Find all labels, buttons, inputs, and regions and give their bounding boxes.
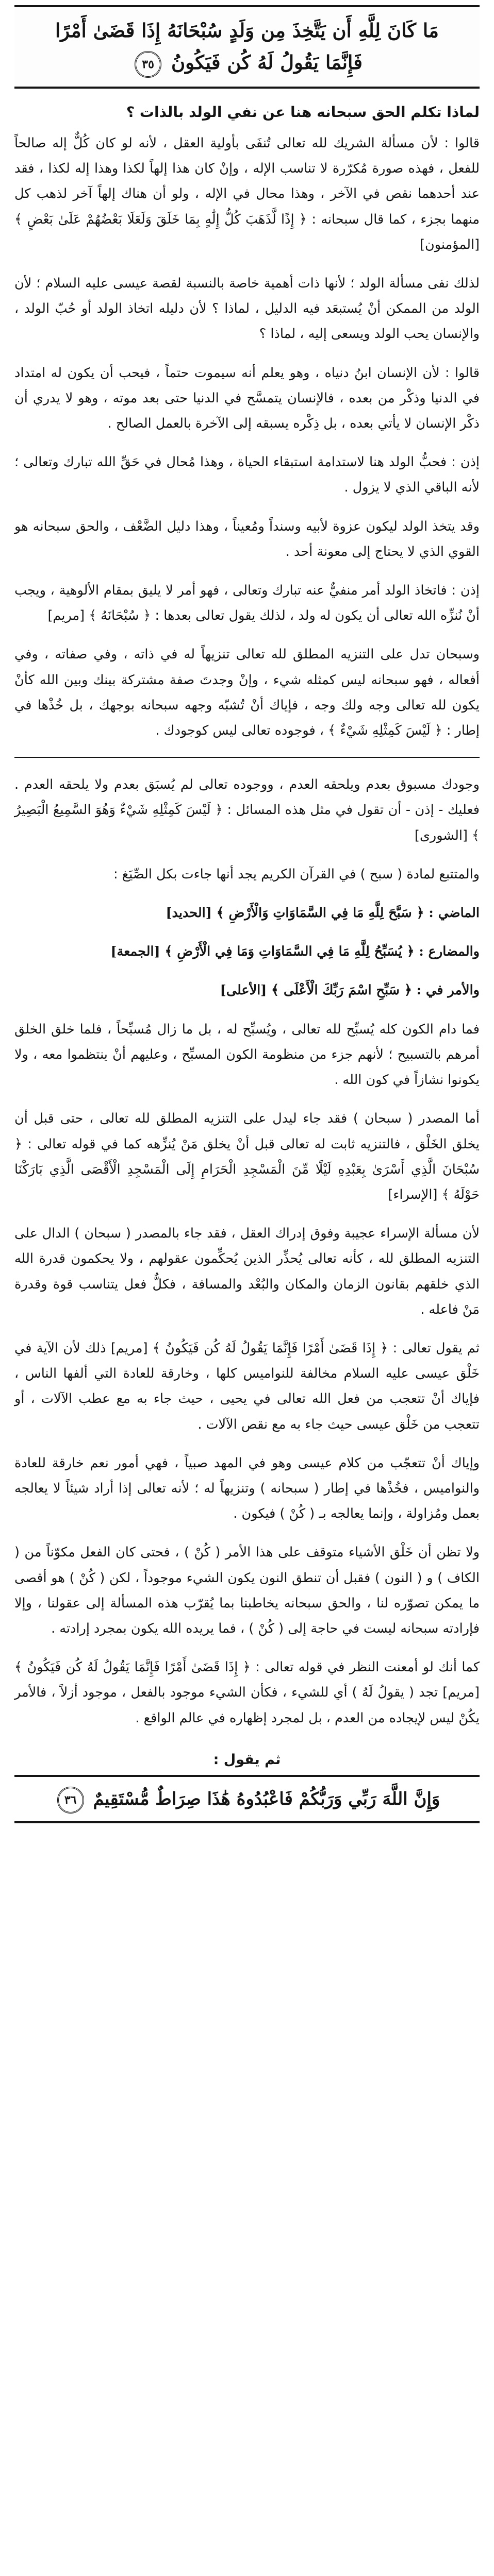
- quran-quote: والأمر في : ﴿ سَبِّحِ اسْمَ رَبِّكَ الْأَعْلَى ﴾ [الأعلى]: [220, 982, 480, 998]
- paragraph: ثم يقول تعالى : ﴿ إِذَا قَضَىٰ أَمْرًا فَإِنَّمَا يَقُولُ لَهُ كُن فَيَكُونُ ﴾ [مريم] ذلك لأن الآية في خَلْق عيسى عليه السلام مخالفة للنواميس كلها ، وخارقة للعادة التي ألفها الناس ، فإياك أنْ تتعجب من فعل الله تعالى في يحيى ، حيث جاء به مع عطب الآلات ، أو تتعجب من خَلْق عيسى حيث جاء به مع نقص الآلات .: [14, 1340, 480, 1432]
- document-page: [14, 0, 480, 2576]
- paragraph: والمتتبع لمادة ( سبح ) في القرآن الكريم يجد أنها جاءت بكل الصِّيَغ :: [113, 866, 480, 882]
- paragraph: فما دام الكون كله يُسبِّح لله تعالى ، ويُسبِّح له ، بل ما زال مُسبِّحاً ، فلما خلق الخلق أمرهم بالتسبيح ؛ لأنهم جزء من منظومة الكون المسبِّح ، وعليهم أنْ ينتظموا معه ، ولا يكونوا نشازاً في كون الله .: [14, 1021, 480, 1088]
- quran-quote: والمضارع : ﴿ يُسَبِّحُ لِلَّهِ مَا فِي السَّمَاوَاتِ وَمَا فِي الْأَرْضِ ﴾ [الجمعة]: [110, 944, 480, 960]
- ayah-number-mark: ٣٥: [135, 51, 161, 78]
- commentary-body: [14, 131, 480, 1731]
- quran-quote: الماضي : ﴿ سَبَّحَ لِلَّهِ مَا فِي السَّمَاوَاتِ وَالْأَرْضِ ﴾ [الحديد]: [166, 905, 480, 921]
- paragraph: لأن مسألة الإسراء عجيبة وفوق إدراك العقل ، فقد جاء بالمصدر ( سبحان ) الدال على التنزيه المطلق لله ، كأنه تعالى يُحذِّر الذين يُحكِّمون عقولهم ، ولا يحكمون قدرة الله الذي خلقهم بقانون الزمان والمكان والبُعْد والمسافة ، فكلٌّ فعل يتناسب قوة وقدرة مَنْ فاعله .: [14, 1226, 480, 1317]
- ayah-number-mark: ٣٦: [57, 1787, 84, 1814]
- opening-question: لماذا تكلم الحق سبحانه هنا عن نفي الولد بالذات ؟: [126, 104, 480, 121]
- paragraph: لذلك نفى مسألة الولد ؛ لأنها ذات أهمية خاصة بالنسبة لقصة عيسى عليه السلام ؛ لأن الولد من الممكن أنْ يُستبعَد فيه الدليل ، لماذا ؟ لأن دليله اتخاذ الولد أو حُبّ الولد ، والإنسان يحب الولد ويسعى إليه ، لماذا ؟: [14, 276, 480, 342]
- paragraph: إذن : فاتخاذ الولد أمر منفيٌّ عنه تبارك وتعالى ، فهو أمر لا يليق بمقام الألوهية ، ويجب أنْ نُنزِّه الله تعالى أن يكون له ولد ، لذلك يقول تعالى بعدها : ﴿ سُبْحَانَهُ ﴾ [مريم]: [14, 583, 480, 624]
- paragraph: ولا تظن أن خَلْق الأشياء متوقف على هذا الأمر ( كُنْ ) ، فحتى كان الفعل مكوّناً من ( الكاف ) و ( النون ) فقبل أن تنطق النون يكون الشيء موجوداً ، لكن ( كُنْ ) هو أقصى ما يمكن تصوّره لنا ، والحق سبحانه يخاطبنا بما يُقرّب هذه المسألة إلى عقولنا ، وإلا فإرادته سبحانه ليست في حاجة إلى ( كُنْ ) ، فما يريده الله يكون بمجرد إرادته .: [14, 1545, 480, 1636]
- closing-line: ثم يقول :: [213, 1751, 281, 1768]
- paragraph: كما أنك لو أمعنت النظر في قوله تعالى : ﴿ إِذَا قَضَىٰ أَمْرًا فَإِنَّمَا يَقُولُ لَهُ كُن فَيَكُونُ ﴾ [مريم] تجد ( يقولُ لَهُ ) أي للشيء ، فكأن الشيء موجود بالفعل ، موجود أزلاً ، فالأمر يكُنْ ليس لإيجاده من العدم ، بل لمجرد إظهاره في عالم الواقع .: [14, 1659, 480, 1726]
- paragraph: إذن : فحبُّ الولد هنا لاستدامة استبقاء الحياة ، وهذا مُحال في حَقِّ الله تبارك وتعالى ؛ لأنه الباقي الذي لا يزول .: [14, 454, 480, 496]
- verse-line-2-text: فَإِنَّمَا يَقُولُ لَهُ كُن فَيَكُونُ: [171, 51, 363, 74]
- paragraph: وإياك أنْ تتعجّب من كلام عيسى وهو في المهد صبياً ، فهي أمور نعم خارقة للعادة والنواميس ، فخُذْها في إطار ( سبحانه ) وتنزيهاً له ؛ لأنه تعالى إذا أراد شيئاً لا يعالجه بعمل ومُزاولة ، وإنما يعالجه بـ ( كُنْ ) فيكون .: [14, 1455, 480, 1522]
- footer-verse-line: [20, 1784, 474, 1814]
- section-divider: [14, 757, 480, 758]
- paragraph: وجودك مسبوق بعدم ويلحقه العدم ، ووجوده تعالى لم يُسبَق بعدم ولا يلحقه العدم . فعليك - إذن - أن تقول في مثل هذه المسائل : ﴿ لَيْسَ كَمِثْلِهِ شَيْءٌ وَهُوَ السَّمِيعُ الْبَصِيرُ ﴾ [الشورى]: [14, 777, 480, 843]
- paragraph: أما المصدر ( سبحان ) فقد جاء ليدل على التنزيه المطلق لله تعالى ، حتى قبل أن يخلق الخَلْق ، فالتنزيه ثابت له تعالى قبل أنْ يخلق مَنْ يُنزِّهه كما في قوله تعالى : ﴿ سُبْحَانَ الَّذِي أَسْرَىٰ بِعَبْدِهِ لَيْلًا مِّنَ الْمَسْجِدِ الْحَرَامِ إِلَى الْمَسْجِدِ الْأَقْصَى الَّذِي بَارَكْنَا حَوْلَهُ ﴾ [الإسراء]: [14, 1111, 480, 1202]
- verse-banner: [14, 5, 480, 89]
- footer-verse-text: وَإِنَّ اللَّهَ رَبِّي وَرَبُّكُمْ فَاعْبُدُوهُ هَٰذَا صِرَاطٌ مُّسْتَقِيمٌ: [93, 1788, 440, 1809]
- verse-line-1: مَا كَانَ لِلَّهِ أَن يَتَّخِذَ مِن وَلَدٍ سُبْحَانَهُ إِذَا قَضَىٰ أَمْرًا: [55, 19, 439, 42]
- paragraph: قالوا : لأن مسألة الشريك لله تعالى تُنفَى بأولية العقل ، لأنه لو كان كُلٌّ إله صالحاً للفعل ، فهذه صورة مُكرّرة لا تناسب الإله ، وإنْ كان هذا إلهاً لكذا وهذا إله لكذا ، فقد عند أحدهما نقص في الآخر ، وهذا محال في الإله ، ولو أن هناك إلهاً آخر لذهب كل منهما بجزء ، كما قال سبحانه : ﴿ إِذًا لَّذَهَبَ كُلُّ إِلَٰهٍ بِمَا خَلَقَ وَلَعَلَا بَعْضُهُمْ عَلَىٰ بَعْضٍ ﴾ [المؤمنون]: [14, 135, 480, 252]
- paragraph: قالوا : لأن الإنسان ابنُ دنياه ، وهو يعلم أنه سيموت حتماً ، فيحب أن يكون له امتداد في الدنيا وذكْر من بعده ، فالإنسان يتمسَّح في الدنيا حتى بعد موته ، وهو لا يدري أن ذكْر الإنسان لا يأتي بعده ، بل ذِكْره يسبقه إلى الآخرة بالعمل الصالح .: [14, 365, 480, 432]
- paragraph: وقد يتخذ الولد ليكون عزوة لأبيه وسنداً ومُعيناً ، وهذا دليل الضَّعْف ، والحق سبحانه هو القوي الذي لا يحتاج إلى معونة أحد .: [14, 518, 480, 560]
- verse-line-2: [26, 46, 468, 78]
- footer-verse-banner: [14, 1775, 480, 1823]
- paragraph: وسبحان تدل على التنزيه المطلق لله تعالى تنزيهاً له في ذاته ، وفي صفاته ، وفي أفعاله ، فهو سبحانه ليس كمثله شيء ، وإنْ وجدتَ صفة مشتركة بينك وبين الله كأنْ يكون لله تعالى وجه ولك وجه ، فإياك أنْ تُشبّه وجهه سبحانه بوجهك ، بل خُذْها في إطار : ﴿ لَيْسَ كَمِثْلِهِ شَيْءٌ ﴾ ، فوجوده تعالى ليس كوجودك .: [14, 647, 480, 739]
